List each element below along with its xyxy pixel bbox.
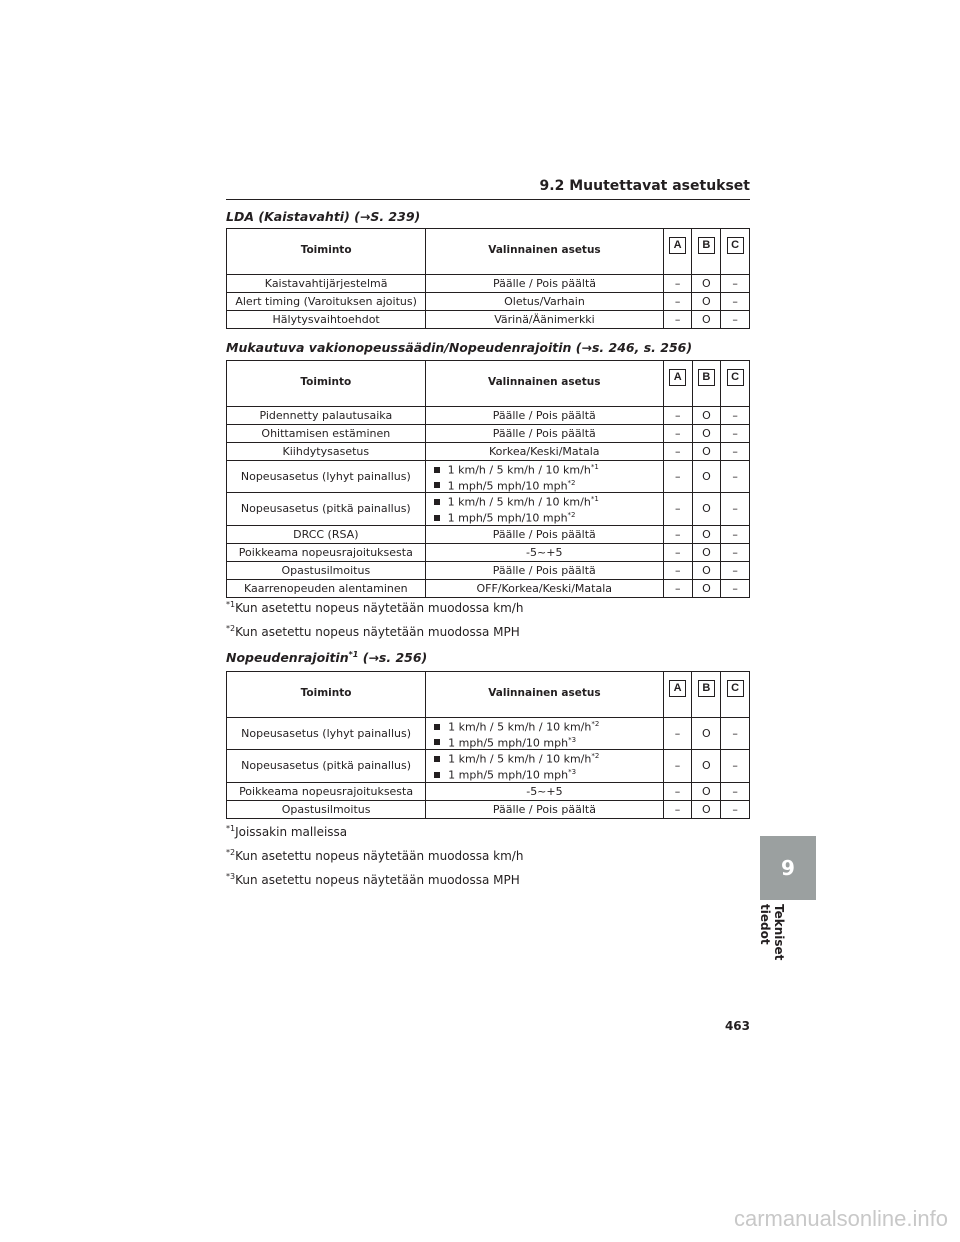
col-a-header: A [663,229,692,275]
lda-table [226,228,750,329]
table-row: Pidennetty palautusaika Päälle / Pois päältä – O – [227,407,750,425]
table-row: Nopeusasetus (pitkä painallus) 1 km/h / 5 km/h / 10 $km/h^{*2}$ 1 mph/5 mph/10 mph$^{*3}$ – O – [227,750,750,782]
footnote: $^{*2}$Kun asetettu nopeus näytetään muodossa MPH [226,624,520,639]
table-row: DRCC (RSA) Päälle / Pois päältä – O – [227,525,750,543]
table-row: Kaarrenopeuden alentaminen OFF/Korkea/Keski/Matala – O – [227,579,750,597]
col-c-header: C [721,229,750,275]
footnote: $^{*3}$Kun asetettu nopeus näytetään muodossa MPH [226,872,520,887]
table-row: Kaistavahtijärjestelmä Päälle / Pois päältä – O – [227,275,750,293]
chapter-tab: 9 [760,836,816,900]
footnote: $^{*1}$Kun asetettu nopeus näytetään muodossa km/h [226,600,524,615]
table-header-row: Toiminto Valinnainen asetus A B C [227,361,750,407]
footnote: $^{*2}$Kun asetettu nopeus näytetään muodossa km/h [226,848,524,863]
acc-table [226,360,750,598]
speed-limiter-table [226,671,750,819]
table-row: Nopeusasetus (lyhyt painallus) 1 km/h / 5 km/h / 10 $km/h^{*2}$ 1 mph/5 mph/10 mph$^{*3}$ – O – [227,718,750,750]
footnote: $^{*1}$Joissakin malleissa [226,824,348,839]
table-row: Alert timing (Varoituksen ajoitus) Oletus/Varhain – O – [227,293,750,311]
page-number: 463 [724,1019,750,1033]
table-row: Poikkeama nopeusrajoituksesta -5~+5 – O – [227,543,750,561]
header-rule [226,199,750,200]
table-header-row [227,229,750,275]
watermark: carmanualsonline.info [733,1206,948,1231]
table-row: Kiihdytysasetus Korkea/Keski/Matala – O – [227,443,750,461]
table-row: Opastusilmoitus Päälle / Pois päältä – O – [227,800,750,818]
section3-title: Nopeudenrajoitin$^{*1}$ (→s. 256) [226,650,428,666]
col-option-header: Valinnainen asetus [426,229,663,275]
col-function-header: Toiminto [227,229,426,275]
table-row: Poikkeama nopeusrajoituksesta -5~+5 – O – [227,782,750,800]
table-row: Nopeusasetus (pitkä painallus) 1 km/h / 5 km/h / 10 $km/h^{*1}$ 1 mph/5 mph/10 mph$^{*2}$ – O – [227,493,750,525]
table-row: Opastusilmoitus Päälle / Pois päältä – O – [227,561,750,579]
section2-title: Mukautuva vakionopeussäädin/Nopeudenrajoitin (→s. 246, s. 256) [226,340,693,355]
table-row: Nopeusasetus (lyhyt painallus) 1 km/h / 5 km/h / 10 $km/h^{*1}$ 1 mph/5 mph/10 mph$^{*2}$ – O – [227,461,750,493]
table-row: Ohittamisen estäminen Päälle / Pois päältä – O – [227,425,750,443]
col-b-header: B [692,229,721,275]
table-header-row: Toiminto Valinnainen asetus A B C [227,672,750,718]
table-row: Hälytysvaihtoehdot Värinä/Äänimerkki – O – [227,311,750,329]
page-header: 9.2 Muutettavat asetukset [539,178,750,194]
chapter-label: Tekniset tiedot [758,904,786,961]
section1-title: LDA (Kaistavahti) (→S. 239) [226,209,421,224]
